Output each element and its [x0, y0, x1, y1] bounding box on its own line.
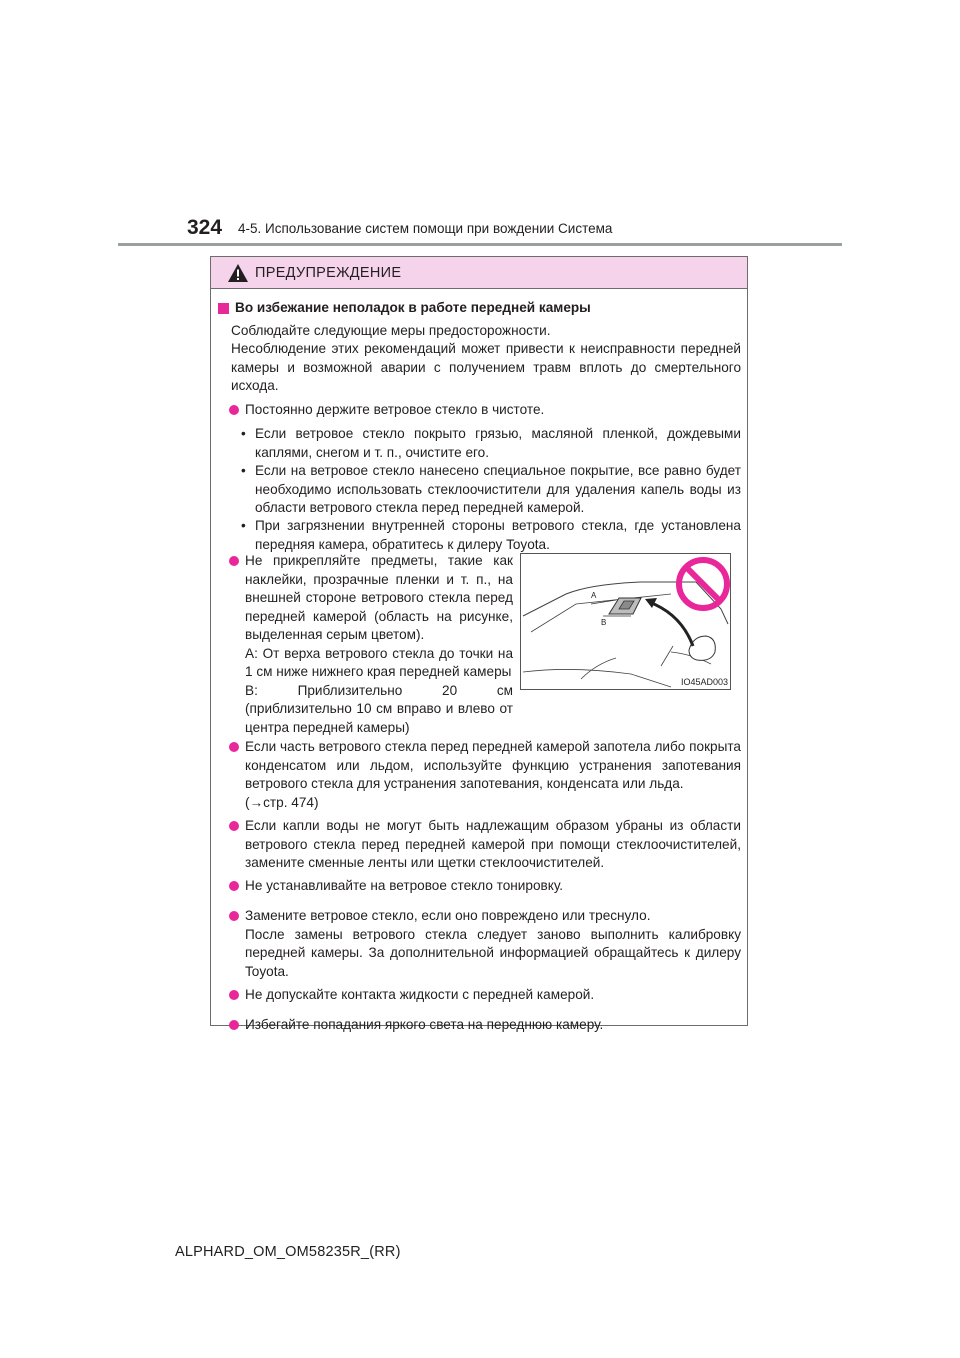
- list-item: [229, 986, 741, 1005]
- sub-item-text: Если на ветровое стекло нанесено специальное покрытие, все равно будет необходимо использовать стеклоочистители для удаления капель воды из области ветрового стекла перед передней камерой.: [255, 463, 741, 515]
- round-bullet-icon: [229, 990, 239, 1000]
- list-item-text: Постоянно держите ветровое стекло в чистоте.: [245, 402, 545, 417]
- windshield-illustration: [520, 553, 731, 690]
- item6-line2: После замены ветрового стекла следует заново выполнить калибровку передней камеры. За дополнительной информацией обращайтесь к дилеру Toyota.: [245, 926, 741, 979]
- list-item-text: Не устанавливайте на ветровое стекло тонировку.: [245, 878, 564, 893]
- list-item-text: Не допускайте контакта жидкости с передней камерой.: [245, 987, 595, 1002]
- round-bullet-icon: [229, 742, 239, 752]
- list-item: [229, 877, 741, 896]
- square-bullet-icon: [218, 303, 229, 314]
- sub-bullet: •: [241, 426, 246, 441]
- windshield-drawing: [521, 554, 730, 689]
- round-bullet-icon: [229, 1020, 239, 1030]
- item2-a-text: A: От верха ветрового стекла до точки на 1 см ниже нижнего края передней камеры: [245, 645, 513, 679]
- list-item: [229, 401, 741, 420]
- item3-ref: (→стр. 474): [245, 794, 319, 810]
- round-bullet-icon: [229, 821, 239, 831]
- warning-triangle-icon: [227, 263, 249, 283]
- sub-item-text: Если ветровое стекло покрыто грязью, масляной пленкой, дождевыми каплями, снегом и т. п., очистите его.: [255, 426, 741, 460]
- round-bullet-icon: [229, 911, 239, 921]
- running-header: 4-5. Использование систем помощи при вождении Система: [238, 221, 613, 236]
- round-bullet-icon: [229, 556, 239, 566]
- item2-b-text: B: Приблизительно 20 см (приблизительно 10 см вправо и влево от центра передней камеры): [245, 682, 513, 735]
- sub-item: [241, 462, 741, 518]
- round-bullet-icon: [229, 405, 239, 415]
- figure-label-b: B: [601, 618, 607, 627]
- intro-line2: Несоблюдение этих рекомендаций может привести к неисправности передней камеры и возможной аварии с получением травм вплоть до смертельного исхода.: [231, 341, 741, 393]
- list-item: [229, 907, 741, 981]
- footer-doc-id: ALPHARD_OM_OM58235R_(RR): [175, 1244, 401, 1260]
- sub-item: [241, 517, 741, 554]
- item3-text: Если часть ветрового стекла перед передней камерой запотела либо покрыта конденсатом или льдом, используйте функцию устранения запотевания ветрового стекла для устранения запотевания, конденсата или льда.: [245, 739, 741, 791]
- heading-text: Во избежание неполадок в работе передней камеры: [235, 300, 591, 315]
- sub-item: [241, 425, 741, 462]
- page-number: 324: [187, 216, 223, 239]
- warning-heading: [218, 299, 591, 318]
- list-item-text: [245, 552, 513, 737]
- sub-item-text: При загрязнении внутренней стороны ветрового стекла, где установлена передняя камера, обратитесь к дилеру Toyota.: [255, 518, 741, 552]
- list-item: [229, 738, 741, 812]
- item2-text: Не прикрепляйте предметы, такие как наклейки, прозрачные пленки и т. п., на внешней стороне ветрового стекла перед передней камерой (область на рисунке, выделенная серым цветом).: [245, 553, 513, 642]
- warning-title: ПРЕДУПРЕЖДЕНИЕ: [255, 264, 402, 281]
- sub-bullet: •: [241, 518, 246, 533]
- round-bullet-icon: [229, 881, 239, 891]
- sub-bullet: •: [241, 463, 246, 478]
- list-item-text: Если капли воды не могут быть надлежащим образом убраны из области ветрового стекла перед передней камерой при помощи стеклоочистителей, замените сменные ленты или щетки стеклоочистителей.: [245, 818, 741, 870]
- list-item-text: Избегайте попадания яркого света на переднюю камеру.: [245, 1017, 604, 1032]
- list-item-text: [245, 907, 741, 981]
- list-item: [229, 552, 513, 737]
- intro-line1: Соблюдайте следующие меры предосторожности.: [231, 323, 551, 338]
- header-rule: [118, 243, 842, 246]
- list-item-text: [245, 738, 741, 812]
- warning-header: [211, 257, 747, 289]
- item6-line1: Замените ветровое стекло, если оно повреждено или треснуло.: [245, 908, 651, 923]
- list-item: [229, 817, 741, 873]
- figure-code: IO45AD003: [681, 677, 729, 687]
- list-item: [229, 1016, 741, 1035]
- figure-label-a: A: [591, 591, 597, 600]
